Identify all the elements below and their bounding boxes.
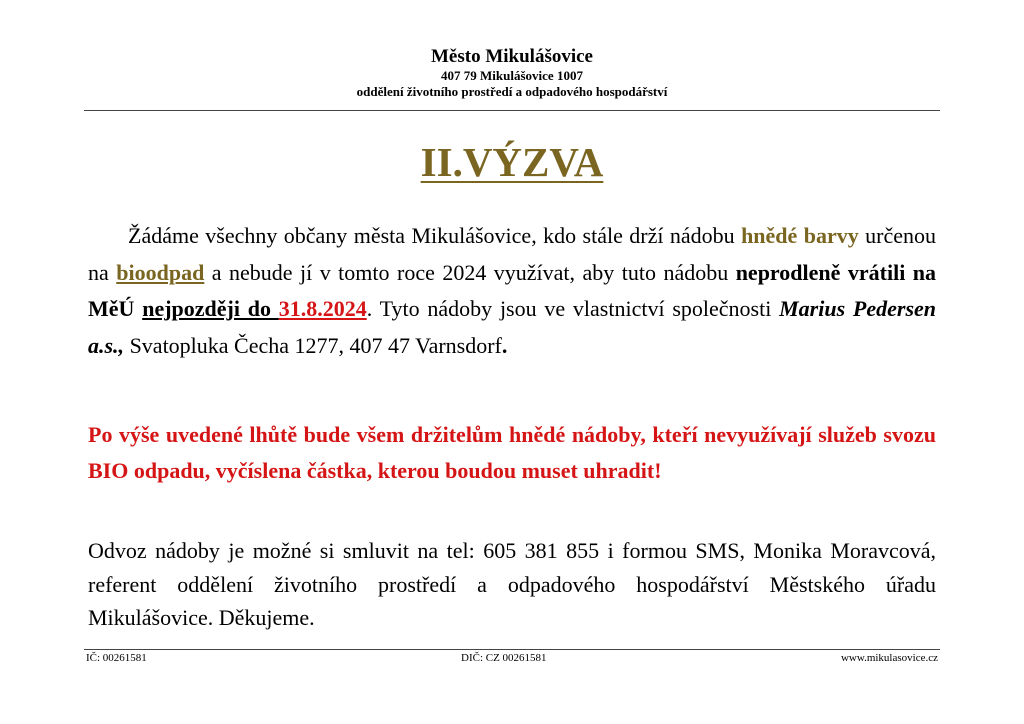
deadline-date: 31.8.2024 [278, 296, 367, 322]
org-address: 407 79 Mikulášovice 1007 [441, 68, 583, 83]
org-department: oddělení životního prostředí a odpadového hospodářství [356, 84, 668, 99]
bioodpad-phrase: bioodpad [116, 259, 205, 285]
company-name: Marius Pedersen a.s., [88, 296, 937, 358]
paragraph-contact: Odvoz nádoby je možné si smluvit na tel: 605 381 855 i formou SMS, Monika Moravcová, referent oddělení životního prostředí a odpadového hospodářství Městského úřadu Mikulášovice. Děkujeme. [88, 538, 936, 631]
para1-text-2: určenou na [88, 223, 936, 285]
footer-dic: DIČ: CZ 00261581 [461, 652, 547, 664]
para1-text-3: a nebude jí v tomto roce 2024 využívat, aby tuto nádobu [204, 259, 736, 285]
org-name: Město Mikulášovice [430, 46, 593, 67]
title-text: II.VÝZVA [420, 139, 604, 185]
return-phrase: neprodleně vrátili na MěÚ [88, 259, 937, 322]
footer-website: www.mikulasovice.cz [840, 652, 938, 664]
page-title [84, 138, 940, 186]
brown-color-phrase: hnědé barvy [741, 223, 859, 248]
deadline-label: nejpozději do [142, 296, 279, 322]
paragraph-warning: Po výše uvedené lhůtě bude všem držitelům hnědé nádoby, kteří nevyužívají služeb svozu BIO odpadu, vyčíslena částka, kterou boudou muset uhradit! [88, 422, 936, 483]
para1-text-1: Žádáme všechny občany města Mikulášovice, kdo stále drží nádobu [128, 223, 742, 248]
footer-divider [84, 649, 940, 650]
header-divider [84, 110, 940, 111]
company-address: Svatopluka Čecha 1277, 407 47 Varnsdorf [124, 332, 502, 358]
footer-ic: IČ: 00261581 [86, 652, 147, 664]
para1-end: . [501, 332, 508, 358]
para1-text-5: . Tyto nádoby jsou ve vlastnictví společnosti [366, 296, 780, 322]
paragraph-request [88, 218, 936, 364]
letterhead [84, 40, 940, 100]
